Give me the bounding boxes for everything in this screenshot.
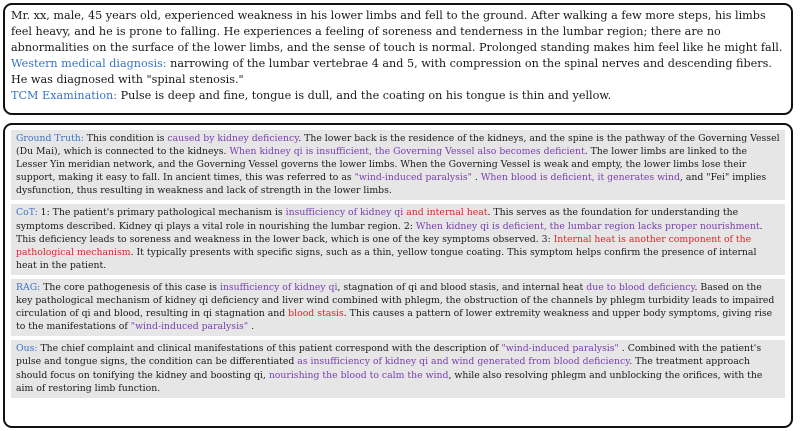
gt-text-2: . The lower back is the residence of the kidneys, and the spine is the pathway of the Governing Vessel (Du Mai), which is connected to the kidneys. xyxy=(16,133,780,158)
cot-text-3: . This deficiency leads to soreness and weakness in the lower back, which is one of the key symptoms observed. 3: xyxy=(16,220,763,245)
ours-text-2: . Combined with the patient's pulse and tongue signs, the condition can be differentiated xyxy=(16,343,762,368)
gt-highlight-3: "wind-induced paralysis" xyxy=(354,172,472,184)
cot-text-1: 1: The patient's primary pathological mechanism is xyxy=(37,207,286,219)
tcm-examination-text: Pulse is deep and fine, tongue is dull, and the coating on his tongue is thin and yellow. xyxy=(117,89,612,102)
cot-error-1: and internal heat xyxy=(403,207,488,219)
gt-highlight-2: When kidney qi is insufficient, the Governing Vessel also becomes deficient xyxy=(229,146,585,158)
western-diagnosis-text: narrowing of the lumbar vertebrae 4 and 5, with compression on the spinal nerves and descending fibers. He was diagnosed with "spinal stenosis." xyxy=(11,57,772,86)
cot-highlight-2: When kidney qi is deficient, the lumbar region lacks proper nourishment xyxy=(415,220,760,232)
case-description: Mr. xx, male, 45 years old, experienced weakness in his lower limbs and fell to the ground. After walking a few more steps, his limbs feel heavy, and he is prone to falling. He experiences a feeling of soreness and tenderness in the lumbar region; there are no abnormalities on the surface of the lower limbs, and the sense of touch is normal. Prolonged standing makes him feel like he might fall. xyxy=(11,9,783,54)
rag-highlight-1: insufficiency of kidney qi xyxy=(219,281,338,293)
rag-text-1: The core pathogenesis of this case is xyxy=(40,281,220,293)
ours-text-4: , while also resolving phlegm and unblocking the orifices, with the aim of restoring limb function. xyxy=(16,369,763,394)
gt-text-5: , and "Fei" implies dysfunction, thus resulting in weakness and lack of strength in the lower limbs. xyxy=(16,172,767,197)
rag-label: RAG: xyxy=(16,281,41,293)
gt-text-3: . The lower limbs are linked to the Lesser Yin meridian network, and the Governing Vessel governs the lower limbs. When the Governing Vessel is weak and empty, the lower limbs lose their support, making it easy to fall. In ancient times, this was referred to as xyxy=(16,146,748,184)
ours-text-3: . The treatment approach should focus on tonifying the kidney and boosting qi, xyxy=(16,356,750,381)
ours-highlight-1: "wind-induced paralysis" xyxy=(501,343,619,355)
ours-panel xyxy=(11,340,785,397)
western-diagnosis-label: Western medical diagnosis: xyxy=(11,57,167,70)
ground-truth-label: Ground Truth: xyxy=(16,133,84,144)
ours-highlight-3: nourishing the blood to calm the wind xyxy=(268,369,449,381)
rag-text-2: , stagnation of qi and blood stasis, and internal heat xyxy=(337,281,587,293)
cot-error-2: Internal heat is another component of the pathological mechanism xyxy=(16,233,752,258)
rag-text-5: . xyxy=(248,321,255,333)
rag-highlight-2: due to blood deficiency xyxy=(586,281,695,293)
answers-comparison-box xyxy=(3,123,793,428)
case-description-box xyxy=(3,3,793,115)
rag-text-4: . This causes a pattern of lower extremity weakness and upper body symptoms, giving rise to the manifestations of xyxy=(16,308,773,333)
rag-highlight-3: "wind-induced paralysis" xyxy=(130,321,249,333)
gt-text-4: . xyxy=(471,172,481,184)
ours-highlight-2: as insufficiency of kidney qi and wind generated from blood deficiency xyxy=(297,356,630,368)
ours-text-1: The chief complaint and clinical manifestations of this patient correspond with the description of xyxy=(37,343,502,355)
cot-text-2: . This serves as the foundation for understanding the symptoms described. Kidney qi plays a vital role in nourishing the lumbar region. 2: xyxy=(16,207,739,232)
cot-panel xyxy=(11,204,785,274)
ours-label: Ous: xyxy=(16,343,38,355)
cot-label: CoT: xyxy=(16,207,38,219)
gt-highlight-4: When blood is deficient, it generates wind xyxy=(480,172,680,184)
gt-highlight-1: caused by kidney deficiency xyxy=(167,133,299,144)
cot-highlight-1: insufficiency of kidney qi xyxy=(285,207,404,219)
gt-text-1: This condition is xyxy=(83,133,168,144)
rag-error-1: blood stasis xyxy=(288,308,344,320)
rag-panel xyxy=(11,279,785,336)
rag-text-3: . Based on the key pathological mechanism of kidney qi deficiency and liver wind combined with phlegm, the obstruction of the channels by phlegm turbidity leads to impaired circulation of qi and blood, resulting in qi stagnation and xyxy=(16,281,775,320)
ground-truth-panel xyxy=(11,130,785,200)
tcm-examination-label: TCM Examination: xyxy=(11,89,118,102)
cot-text-4: . It typically presents with specific signs, such as a thin, yellow tongue coating. This symptom helps confirm the presence of internal heat in the patient. xyxy=(16,246,757,271)
